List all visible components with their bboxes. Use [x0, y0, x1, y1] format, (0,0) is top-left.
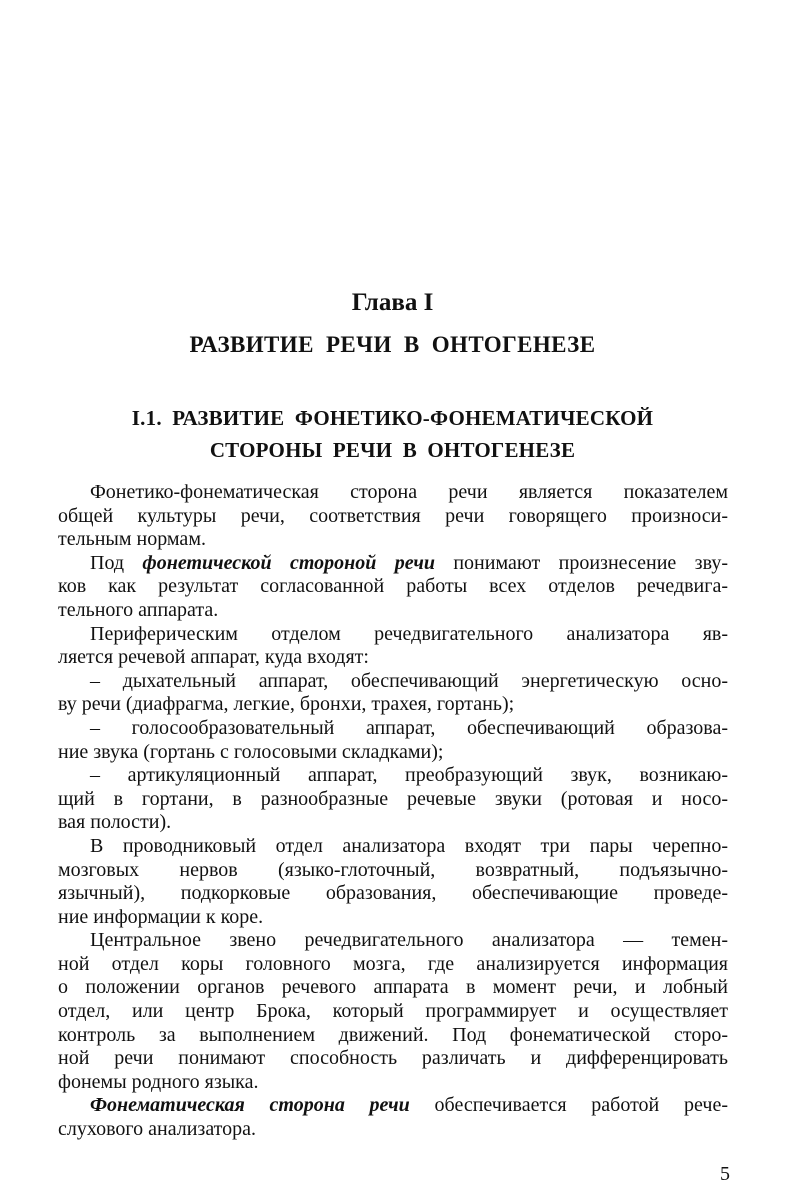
emphasized-term: фонетической стороной речи	[142, 551, 435, 574]
text-line: общей культуры речи, соответствия речи говорящего произноси-	[58, 504, 728, 527]
list-item-line: щий в гортани, в разнообразные речевые звуки (ротовая и носо-	[58, 787, 728, 810]
section-title-line: I.1. РАЗВИТИЕ ФОНЕТИКО-ФОНЕМАТИЧЕСКОЙ	[131, 406, 654, 430]
list-item-line: ву речи (диафрагма, легкие, бронхи, трахея, гортань);	[58, 693, 515, 716]
page-number: 5	[720, 1163, 730, 1185]
text-line	[58, 1094, 728, 1118]
text-line: ной отдел коры головного мозга, где анализируется информация	[58, 952, 728, 975]
list-item-line: – дыхательный аппарат, обеспечивающий энергетическую осно-	[90, 669, 728, 692]
text-fragment: обеспечивается работой рече-	[409, 1094, 728, 1117]
body-text	[58, 481, 728, 1142]
section-title-line: СТОРОНЫ РЕЧИ В ОНТОГЕНЕЗЕ	[209, 438, 576, 462]
chapter-title: РАЗВИТИЕ РЕЧИ В ОНТОГЕНЕЗЕ	[189, 332, 596, 357]
list-item-line: – голосообразовательный аппарат, обеспечивающий образова-	[90, 716, 728, 739]
text-line: фонемы родного языка.	[58, 1070, 259, 1093]
text-line: отдел, или центр Брока, который программирует и осуществляет	[58, 1000, 728, 1023]
text-fragment: Под	[90, 551, 143, 574]
section-title	[0, 402, 785, 466]
text-line: о положении органов речевого аппарата в момент речи, и лобный	[58, 976, 728, 999]
text-line: ние информации к коре.	[58, 905, 264, 928]
text-line: В проводниковый отдел анализатора входят три пары черепно-	[90, 834, 728, 857]
text-line	[58, 552, 728, 576]
text-line: тельного аппарата.	[58, 598, 219, 621]
list-item-line: – артикуляционный аппарат, преобразующий звук, возникаю-	[90, 764, 728, 787]
list-item-line: вая полости).	[58, 811, 172, 834]
text-line: мозговых нервов (языко-глоточный, возвратный, подъязычно-	[58, 858, 728, 881]
text-line: ляется речевой аппарат, куда входят:	[58, 646, 369, 669]
text-line: слухового анализатора.	[58, 1118, 257, 1141]
text-line: ков как результат согласованной работы всех отделов речедвига-	[58, 575, 728, 598]
text-line: язычный), подкорковые образования, обеспечивающие проведе-	[58, 882, 728, 905]
text-line: Фонетико-фонематическая сторона речи является показателем	[90, 481, 728, 503]
text-line: Центральное звено речедвигательного анализатора — темен-	[90, 929, 728, 952]
text-line: Периферическим отделом речедвигательного анализатора яв-	[90, 622, 728, 645]
text-line: тельным нормам.	[58, 528, 206, 551]
text-line: ной речи понимают способность различать и дифференцировать	[58, 1047, 728, 1070]
list-item-line: ние звука (гортань с голосовыми складками);	[58, 740, 444, 763]
chapter-label: Глава I	[351, 289, 434, 316]
text-fragment: понимают произнесение зву-	[434, 551, 728, 574]
emphasized-term: Фонематическая сторона речи	[90, 1094, 410, 1117]
text-line: контроль за выполнением движений. Под фонематической сторо-	[58, 1023, 728, 1046]
